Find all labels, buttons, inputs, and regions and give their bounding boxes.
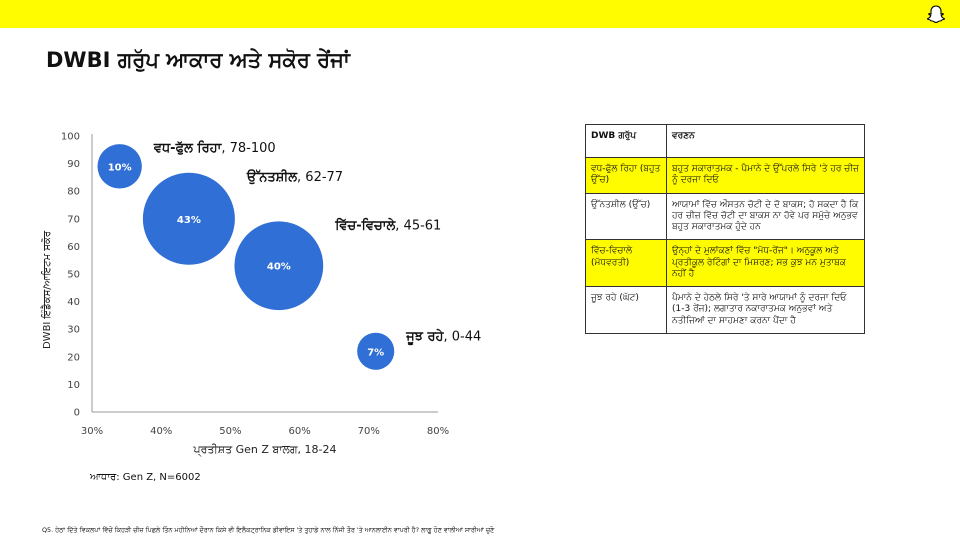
x-tick-label: 40% [150,426,173,437]
x-tick-label: 30% [80,426,104,437]
table-cell-description: ਬਹੁਤ ਸਕਾਰਾਤਮਕ - ਪੈਮਾਨੇ ਦੇ ਉੱਪਰਲੇ ਸਿਰੇ 'ਤੇ ਹਰ ਚੀਜ਼ ਨੂੰ ਦਰਜਾ ਦਿਓ [667,158,865,194]
top-brand-bar [0,0,960,28]
table-cell-description: ਪੈਮਾਨੇ ਦੇ ਹੇਠਲੇ ਸਿਰੇ 'ਤੇ ਸਾਰੇ ਆਯਾਮਾਂ ਨੂੰ ਦਰਜਾ ਦਿਓ (1-3 ਰੇਂਜ); ਲਗਾਤਾਰ ਨਕਾਰਾਤਮਕ ਅਨੁਭਵਾਂ ਅਤੇ ਨਤੀਜਿਆਂ ਦਾ ਸਾਹਮਣਾ ਕਰਨਾ ਪੈਂਦਾ ਹੈ [667,287,865,334]
y-tick-label: 10 [67,379,80,391]
bubble-value-label: 7% [367,347,385,359]
table-row [586,193,865,240]
table-header-description: ਵਰਣਨ [667,125,865,158]
group-name: ਵਿੱਚ-ਵਿਚਾਲੇ [335,218,396,234]
group-annotation [334,217,441,233]
x-tick-label: 60% [288,426,311,437]
group-range: , 0-44 [443,329,482,345]
y-tick-label: 50 [67,269,80,281]
y-tick-label: 90 [67,159,80,171]
bubble-value-label: 43% [176,214,201,226]
bubble-chart [0,120,560,465]
group-annotation [246,169,343,185]
group-name: ਜੂਝ ਰਹੇ [406,329,444,345]
y-tick-label: 30 [67,324,80,336]
x-tick-label: 80% [426,426,450,437]
table-header-group: DWB ਗਰੁੱਪ [586,125,667,158]
table-cell-description: ਉਨ੍ਹਾਂ ਦੇ ਮੁਲਾਂਕਣਾਂ ਵਿੱਚ "ਮੱਧ-ਰੇਂਜ"। ਅਨੁਕੂਲ ਅਤੇ ਪ੍ਰਤੀਕੂਲ ਰੇਟਿੰਗਾਂ ਦਾ ਮਿਸ਼ਰਣ; ਸਭ ਕੁਝ ਮਨ ਮੁਤਾਬਕ ਨਹੀਂ ਹੈ [667,240,865,287]
table-cell-group: ਜੂਝ ਰਹੇ (ਘੱਟ) [586,287,667,334]
x-tick-label: 70% [357,426,380,437]
y-tick-label: 40 [67,297,80,309]
table-row [586,240,865,287]
group-name: ਉੱਨਤਸ਼ੀਲ [246,169,298,185]
snapchat-ghost-icon [926,4,946,24]
group-range: , 78-100 [221,141,276,157]
table-cell-group: ਵਿੱਚ-ਵਿਚਾਲੇ (ਮੱਧਵਰਤੀ) [586,240,667,287]
group-name: ਵਧ-ਫੁੱਲ ਰਿਹਾ [153,141,222,157]
page-title: DWBI ਗਰੁੱਪ ਆਕਾਰ ਅਤੇ ਸਕੋਰ ਰੇਂਜਾਂ [46,48,350,72]
y-tick-label: 0 [73,407,80,419]
bubble-value-label: 10% [107,162,132,174]
group-annotation [153,140,276,156]
table-row [586,287,865,334]
y-tick-label: 100 [60,131,80,143]
table-cell-group: ਉੱਨਤਸ਼ੀਲ (ਉੱਚ) [586,193,667,240]
question-footnote: Q5. ਹੇਠਾਂ ਦਿੱਤੇ ਵਿਕਲਪਾਂ ਵਿੱਚੋਂ ਕਿਹੜੀ ਚੀਜ਼ ਪਿਛਲੇ ਤਿੰਨ ਮਹੀਨਿਆਂ ਦੌਰਾਨ ਕਿਸੇ ਵੀ ਇਲੈਕਟ੍ਰਾਨਿਕ ਡੀਵਾਇਸ 'ਤੇ ਤੁਹਾਡੇ ਨਾਲ ਨਿੱਜੀ ਤੌਰ 'ਤੇ ਆਨਲਾਈਨ ਵਾਪਰੀ ਹੈ? ਲਾਗੂ ਹੋਣ ਵਾਲੀਆਂ ਸਾਰੀਆਂ ਚੁਣੋ [42,526,495,534]
y-axis-title: DWBI ਇੰਡੈਕਸ/ਆਇਟਮ ਸਕੋਰ [42,230,53,350]
table-row [586,158,865,194]
table-cell-description: ਆਯਾਮਾਂ ਵਿੱਚ ਔਸਤਨ ਚੋਟੀ ਦੇ ਦੋ ਬਾਕਸ; ਹੋ ਸਕਦਾ ਹੈ ਕਿ ਹਰ ਚੀਜ਼ ਵਿੱਚ ਚੋਟੀ ਦਾ ਬਾਕਸ ਨਾ ਹੋਵੇ ਪਰ ਸਮੁੱਚੇ ਅਨੁਭਵ ਬਹੁਤ ਸਕਾਰਾਤਮਕ ਹੁੰਦੇ ਹਨ [667,193,865,240]
group-range: , 45-61 [395,218,442,234]
y-tick-label: 70 [67,214,80,226]
x-tick-label: 50% [219,426,242,437]
source-note: ਆਧਾਰ: Gen Z, N=6002 [90,472,201,483]
table-cell-group: ਵਧ-ਫੁੱਲ ਰਿਹਾ (ਬਹੁਤ ਉੱਚ) [586,158,667,194]
y-tick-label: 60 [67,241,80,253]
y-tick-label: 80 [67,186,80,198]
group-description-table [585,124,865,334]
y-tick-label: 20 [67,352,80,364]
table-header-row [586,125,865,158]
bubble-value-label: 40% [266,261,291,273]
group-annotation [405,329,481,346]
group-range: , 62-77 [297,169,344,185]
x-axis-title: ਪ੍ਰਤੀਸ਼ਤ Gen Z ਬਾਲਗ, 18-24 [193,443,337,456]
